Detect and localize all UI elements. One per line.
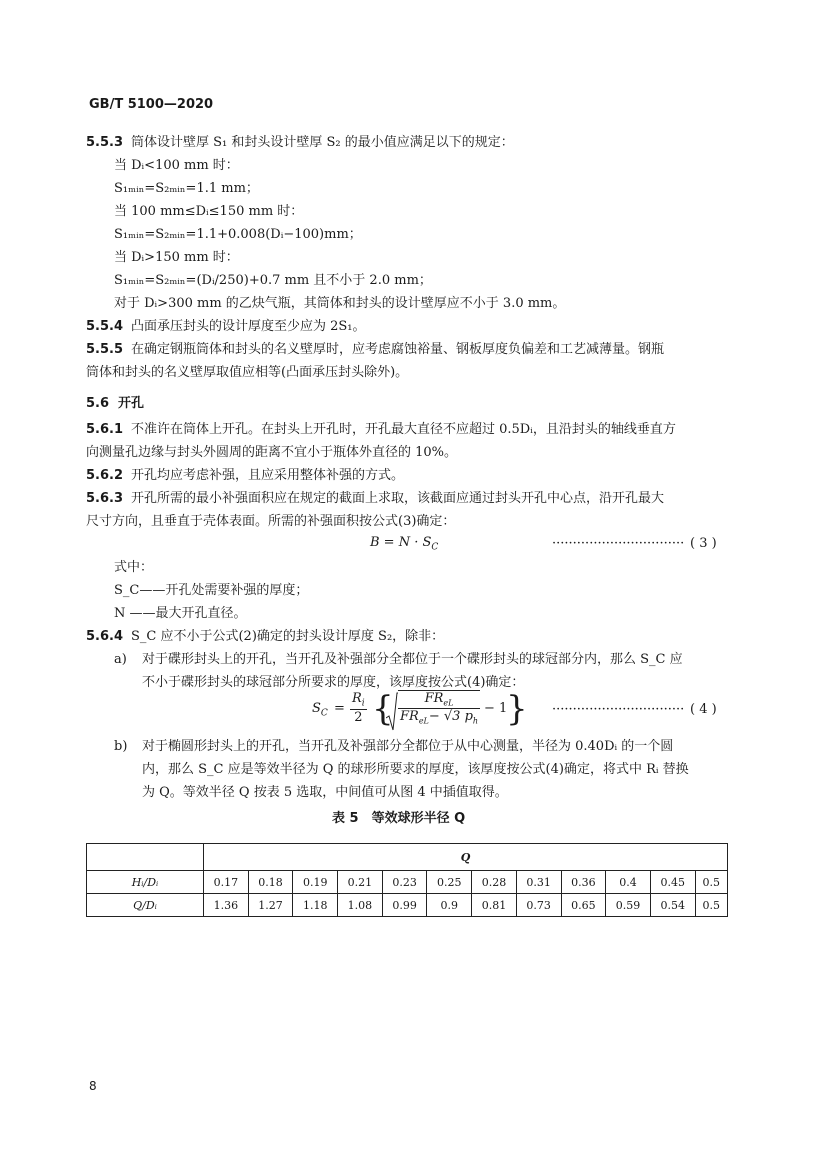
table-cell: 0.81 — [472, 894, 517, 917]
table-title: 表 5 等效球形半径 Q — [332, 811, 466, 826]
equivalent-radius-table — [86, 843, 728, 917]
item-label: a) — [114, 652, 127, 667]
clause-text: 开孔均应考虑补强，且应采用整体补强的方式。 — [131, 468, 405, 483]
clause-number: 5.6.4 — [86, 629, 124, 644]
formula-3-sub: C — [431, 542, 439, 553]
formula-4-root-den-rest: − √3 p — [428, 708, 473, 724]
formula-4-num-sym: R — [352, 691, 362, 706]
clause-text: 向测量孔边缘与封头外圆周的距离不宜小于瓶体外直径的 10%。 — [86, 445, 458, 460]
table-cell: 1.18 — [293, 894, 338, 917]
formula-4-lhs — [312, 701, 328, 719]
leader-dots: ································ — [552, 536, 685, 551]
clause-text: 凸面承压封头的设计厚度至少应为 2S₁。 — [131, 319, 366, 334]
table-cell: 0.21 — [338, 871, 383, 894]
formula-4-tail: − 1 — [484, 701, 508, 716]
standard-id: GB/T 5100—2020 — [89, 97, 214, 112]
clause-number: 5.5.5 — [86, 342, 124, 357]
item-text: 内，那么 S_C 应是等效半径为 Q 的球形所要求的厚度，该厚度按公式(4)确定，将式中 Rᵢ 替换 — [142, 762, 689, 777]
item-text: 不小于碟形封头的球冠部分所要求的厚度，该厚度按公式(4)确定： — [142, 675, 525, 690]
table-cell: 0.4 — [606, 871, 651, 894]
table-cell: 0.5 — [695, 894, 727, 917]
clause-text: S_C 应不小于公式(2)确定的封头设计厚度 S₂，除非： — [131, 629, 445, 644]
formula-line: S₁ₘᵢₙ=S₂ₘᵢₙ=1.1 mm； — [114, 181, 259, 196]
where-label: 式中： — [114, 560, 154, 575]
table-header-row — [87, 844, 728, 871]
formula-4-ratio-den: 2 — [354, 709, 363, 725]
formula-4-lhs-sym: S — [312, 701, 321, 716]
formula-4-num-sub: i — [361, 698, 365, 709]
formula-4-root-den-sym: FR — [400, 708, 419, 724]
formula-4-bracket-left: { — [372, 689, 394, 729]
formula-4-root-den — [398, 709, 480, 726]
table-cell: 1.36 — [204, 894, 249, 917]
formula-4-eq: = — [334, 701, 345, 716]
formula-3 — [370, 535, 438, 553]
section-number: 5.6 — [86, 396, 110, 411]
clause-text: 开孔所需的最小补强面积应在规定的截面上求取，该截面应通过封头开孔中心点，沿开孔最大 — [131, 491, 665, 506]
formula-4-ratio-num — [350, 691, 367, 710]
condition-line: 当 100 mm≤Dᵢ≤150 mm 时： — [114, 204, 304, 219]
formula-4-root-num-sym: FR — [424, 691, 444, 706]
table-corner-cell — [87, 844, 204, 871]
table-cell: 0.54 — [650, 894, 695, 917]
formula-line: S₁ₘᵢₙ=S₂ₘᵢₙ=1.1+0.008(Dᵢ−100)mm； — [114, 227, 362, 242]
table-cell: 1.27 — [248, 894, 293, 917]
sqrt-sign — [386, 692, 398, 732]
clause-text: 在确定钢瓶筒体和封头的名义壁厚时，应考虑腐蚀裕量、钢板厚度负偏差和工艺减薄量。钢瓶 — [131, 342, 665, 357]
note-line: 对于 Dᵢ>300 mm 的乙炔气瓶，其筒体和封头的设计壁厚应不小于 3.0 mm。 — [114, 296, 566, 311]
table-cell: 0.5 — [695, 871, 727, 894]
formula-4-ratio — [350, 691, 367, 725]
clause-number: 5.6.1 — [86, 422, 124, 437]
item-label: b) — [114, 739, 128, 754]
formula-4-lhs-sub: C — [320, 708, 328, 719]
table-cell: 0.28 — [472, 871, 517, 894]
clause-number: 5.5.4 — [86, 319, 124, 334]
formula-4-root-num — [398, 691, 480, 709]
table-cell: 0.17 — [204, 871, 249, 894]
condition-line: 当 Dᵢ>150 mm 时： — [114, 250, 239, 265]
table-cell: 0.59 — [606, 894, 651, 917]
section-title: 开孔 — [118, 396, 145, 411]
table-cell: 0.19 — [293, 871, 338, 894]
table-cell: 0.99 — [382, 894, 427, 917]
clause-text: 尺寸方向，且垂直于壳体表面。所需的补强面积按公式(3)确定： — [86, 514, 456, 529]
table-cell: 0.45 — [650, 871, 695, 894]
clause-text: 不准许在筒体上开孔。在封头上开孔时，开孔最大直径不应超过 0.5Dᵢ，且沿封头的轴线垂直方 — [131, 422, 676, 437]
table-cell: 0.18 — [248, 871, 293, 894]
clause-number: 5.5.3 — [86, 135, 124, 150]
condition-line: 当 Dᵢ<100 mm 时： — [114, 158, 239, 173]
item-text: 为 Q。等效半径 Q 按表 5 选取，中间值可从图 4 中插值取得。 — [142, 785, 508, 800]
symbol-definition: S_C——开孔处需要补强的厚度； — [114, 583, 309, 598]
row-label: Hᵢ/Dᵢ — [87, 871, 204, 894]
clause-text: 筒体设计壁厚 S₁ 和封头设计壁厚 S₂ 的最小值应满足以下的规定： — [131, 135, 514, 150]
table-row — [87, 871, 728, 894]
table-cell: 0.25 — [427, 871, 472, 894]
leader-dots: ································ — [552, 702, 685, 717]
formula-4-root-fraction — [398, 690, 480, 725]
item-text: 对于椭圆形封头上的开孔，当开孔及补强部分全都位于从中心测量，半径为 0.40Dᵢ 的一个圆 — [142, 739, 674, 754]
table-cell: 0.65 — [561, 894, 606, 917]
formula-line: S₁ₘᵢₙ=S₂ₘᵢₙ=(Dᵢ/250)+0.7 mm 且不小于 2.0 mm； — [114, 273, 432, 288]
formula-3-body: B = N · S — [370, 535, 432, 550]
formula-4-root-den-sub: eL — [418, 716, 429, 726]
clause-number: 5.6.3 — [86, 491, 124, 506]
formula-4-root-den-rest-sub: h — [472, 716, 479, 726]
table-cell: 0.23 — [382, 871, 427, 894]
formula-number: ( 3 ) — [690, 536, 717, 551]
table-row — [87, 894, 728, 917]
page-number: 8 — [89, 1079, 97, 1093]
table-cell: 1.08 — [338, 894, 383, 917]
table-cell: 0.73 — [516, 894, 561, 917]
clause-text: 筒体和封头的名义壁厚取值应相等(凸面承压封头除外)。 — [86, 365, 409, 380]
item-text: 对于碟形封头上的开孔，当开孔及补强部分全都位于一个碟形封头的球冠部分内，那么 S_C 应 — [142, 652, 683, 667]
row-label: Q/Dᵢ — [87, 894, 204, 917]
formula-4-bracket-right: } — [506, 689, 528, 729]
table-cell: 0.36 — [561, 871, 606, 894]
table-header-q: Q — [204, 844, 728, 871]
table-cell: 0.9 — [427, 894, 472, 917]
formula-4-root-num-sub: eL — [443, 698, 454, 708]
table-cell: 0.31 — [516, 871, 561, 894]
clause-number: 5.6.2 — [86, 468, 124, 483]
formula-number: ( 4 ) — [690, 702, 717, 717]
symbol-definition: N ——最大开孔直径。 — [114, 606, 247, 621]
